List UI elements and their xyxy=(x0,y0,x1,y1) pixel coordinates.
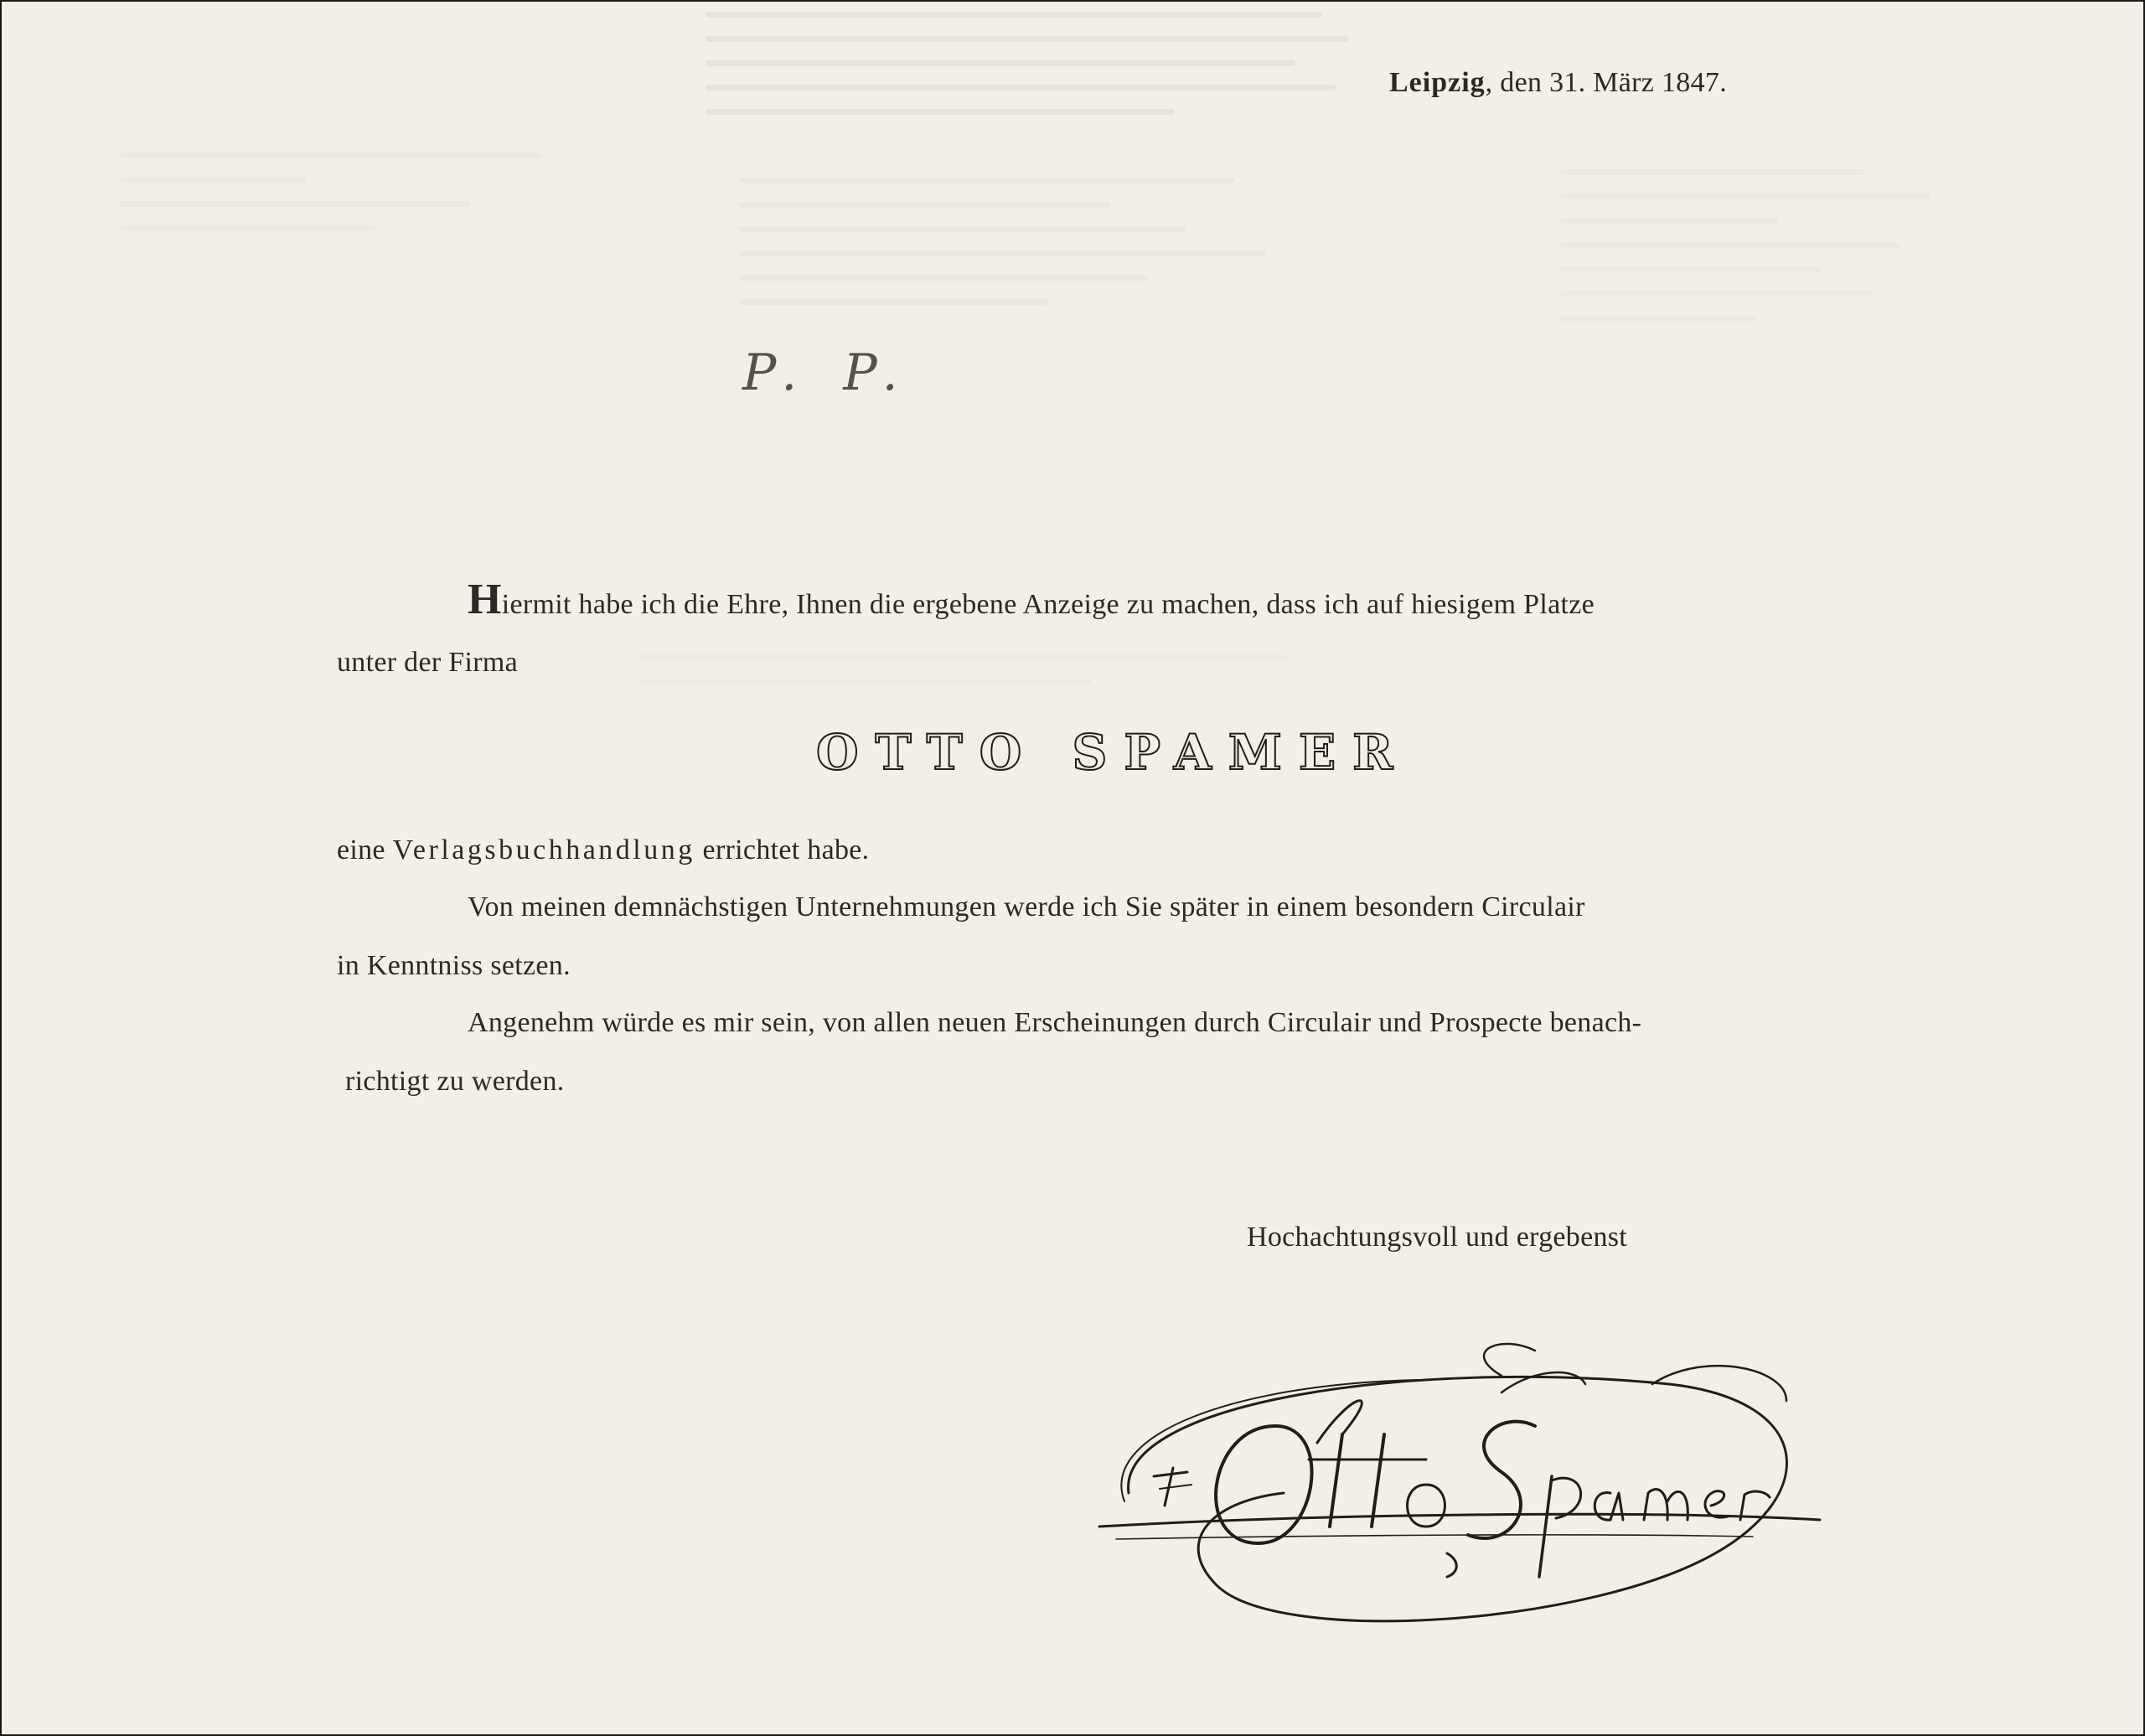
firm-name: OTTO SPAMER xyxy=(816,724,1410,781)
paragraph-1-initial: H xyxy=(468,576,502,623)
paragraph-3-line-1: Von meinen demnächstigen Unternehmungen werde ich Sie später in einem besondern Circulair xyxy=(468,891,1585,922)
paragraph-2-pre: eine xyxy=(337,834,393,865)
paragraph-4-line-1: Angenehm würde es mir sein, von allen neuen Erscheinungen durch Circulair und Prospecte benach- xyxy=(468,1007,1642,1038)
paragraph-1-line-1 xyxy=(468,578,1595,622)
place-name: Leipzig xyxy=(1389,67,1486,98)
paragraph-1-text: iermit habe ich die Ehre, Ihnen die ergebene Anzeige zu machen, dass ich auf hiesigem Platze xyxy=(501,589,1595,620)
bleed-through-right xyxy=(1560,169,1996,339)
bleed-through-left xyxy=(119,152,588,250)
business-type: Verlagsbuchhandlung xyxy=(392,834,695,865)
closing-formula: Hochachtungsvoll und ergebenst xyxy=(1247,1222,1628,1253)
salutation: P. P. xyxy=(742,344,913,402)
paragraph-2-post: errichtet habe. xyxy=(695,834,870,865)
signature-image xyxy=(1066,1334,1853,1652)
bleed-through-lower xyxy=(638,655,1393,704)
paragraph-2 xyxy=(337,834,870,866)
date-line xyxy=(1389,67,1727,99)
bleed-through-top xyxy=(706,12,1376,133)
paragraph-3-line-2: in Kenntniss setzen. xyxy=(337,950,571,981)
date-text: , den 31. März 1847. xyxy=(1485,67,1727,98)
paragraph-1-line-2: unter der Firma xyxy=(337,647,518,678)
bleed-through-middle xyxy=(739,178,1359,323)
paragraph-4-line-2: richtigt zu werden. xyxy=(345,1066,565,1097)
